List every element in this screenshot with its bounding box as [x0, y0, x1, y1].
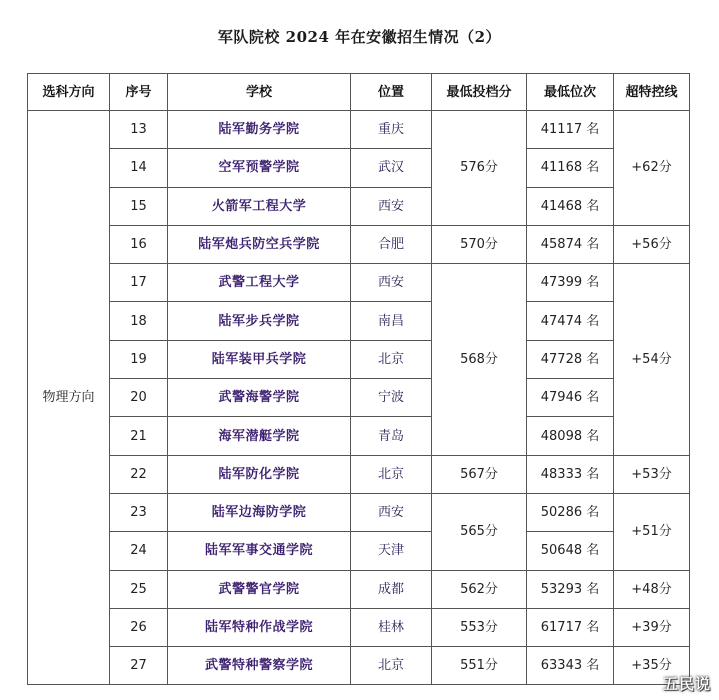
row-number: 15	[110, 187, 168, 225]
min-score: 568分	[432, 264, 527, 455]
school-name: 陆军装甲兵学院	[168, 340, 351, 378]
row-number: 24	[110, 532, 168, 570]
school-location: 西安	[351, 264, 432, 302]
min-score: 565分	[432, 493, 527, 570]
school-location: 天津	[351, 532, 432, 570]
school-location: 北京	[351, 647, 432, 685]
table-row	[28, 264, 690, 302]
school-name: 武警工程大学	[168, 264, 351, 302]
school-name: 火箭军工程大学	[168, 187, 351, 225]
over-line: +54分	[614, 264, 690, 455]
row-number: 19	[110, 340, 168, 378]
min-rank: 41168 名	[527, 149, 614, 187]
min-rank: 47728 名	[527, 340, 614, 378]
table-row	[28, 302, 690, 340]
header-min-score: 最低投档分	[432, 74, 527, 111]
school-location: 青岛	[351, 417, 432, 455]
school-name: 武警警官学院	[168, 570, 351, 608]
admission-table	[27, 73, 690, 685]
table-row	[28, 149, 690, 187]
row-number: 26	[110, 608, 168, 646]
school-location: 桂林	[351, 608, 432, 646]
table-row	[28, 647, 690, 685]
school-name: 陆军炮兵防空兵学院	[168, 225, 351, 263]
min-rank: 47399 名	[527, 264, 614, 302]
header-direction: 选科方向	[28, 74, 110, 111]
row-number: 23	[110, 493, 168, 531]
min-rank: 61717 名	[527, 608, 614, 646]
row-number: 20	[110, 379, 168, 417]
row-number: 16	[110, 225, 168, 263]
row-number: 22	[110, 455, 168, 493]
over-line: +35分	[614, 647, 690, 685]
table-row	[28, 111, 690, 149]
header-row	[28, 74, 690, 111]
header-over-line: 超特控线	[614, 74, 690, 111]
school-location: 南昌	[351, 302, 432, 340]
school-name: 陆军勤务学院	[168, 111, 351, 149]
table-row	[28, 608, 690, 646]
min-score: 562分	[432, 570, 527, 608]
min-score: 576分	[432, 111, 527, 226]
direction-cell: 物理方向	[28, 111, 110, 685]
row-number: 21	[110, 417, 168, 455]
row-number: 13	[110, 111, 168, 149]
min-rank: 48333 名	[527, 455, 614, 493]
page-title: 军队院校 2024 年在安徽招生情况（2）	[217, 28, 502, 46]
over-line: +62分	[614, 111, 690, 226]
table-row	[28, 417, 690, 455]
min-rank: 41117 名	[527, 111, 614, 149]
school-location: 武汉	[351, 149, 432, 187]
over-line: +51分	[614, 493, 690, 570]
school-name: 武警海警学院	[168, 379, 351, 417]
table-row	[28, 455, 690, 493]
min-rank: 63343 名	[527, 647, 614, 685]
min-rank: 47946 名	[527, 379, 614, 417]
over-line: +56分	[614, 225, 690, 263]
watermark: 五民说	[662, 675, 711, 693]
table-row	[28, 493, 690, 531]
school-location: 宁波	[351, 379, 432, 417]
header-location: 位置	[351, 74, 432, 111]
row-number: 18	[110, 302, 168, 340]
table-row	[28, 187, 690, 225]
row-number: 27	[110, 647, 168, 685]
school-name: 陆军边海防学院	[168, 493, 351, 531]
school-name: 海军潜艇学院	[168, 417, 351, 455]
row-number: 25	[110, 570, 168, 608]
min-score: 567分	[432, 455, 527, 493]
table-row	[28, 570, 690, 608]
school-name: 陆军特种作战学院	[168, 608, 351, 646]
over-line: +39分	[614, 608, 690, 646]
table-row	[28, 379, 690, 417]
school-location: 重庆	[351, 111, 432, 149]
min-score: 570分	[432, 225, 527, 263]
over-line: +48分	[614, 570, 690, 608]
min-rank: 45874 名	[527, 225, 614, 263]
school-location: 北京	[351, 340, 432, 378]
school-name: 武警特种警察学院	[168, 647, 351, 685]
school-location: 北京	[351, 455, 432, 493]
table-row	[28, 225, 690, 263]
header-number: 序号	[110, 74, 168, 111]
min-score: 551分	[432, 647, 527, 685]
table-row	[28, 340, 690, 378]
min-rank: 47474 名	[527, 302, 614, 340]
school-name: 空军预警学院	[168, 149, 351, 187]
min-rank: 41468 名	[527, 187, 614, 225]
row-number: 17	[110, 264, 168, 302]
school-name: 陆军防化学院	[168, 455, 351, 493]
min-rank: 50286 名	[527, 493, 614, 531]
school-location: 合肥	[351, 225, 432, 263]
school-location: 西安	[351, 493, 432, 531]
school-name: 陆军步兵学院	[168, 302, 351, 340]
over-line: +53分	[614, 455, 690, 493]
school-name: 陆军军事交通学院	[168, 532, 351, 570]
row-number: 14	[110, 149, 168, 187]
min-rank: 50648 名	[527, 532, 614, 570]
min-rank: 48098 名	[527, 417, 614, 455]
school-location: 西安	[351, 187, 432, 225]
table-row	[28, 532, 690, 570]
min-rank: 53293 名	[527, 570, 614, 608]
header-min-rank: 最低位次	[527, 74, 614, 111]
school-location: 成都	[351, 570, 432, 608]
min-score: 553分	[432, 608, 527, 646]
header-school: 学校	[168, 74, 351, 111]
